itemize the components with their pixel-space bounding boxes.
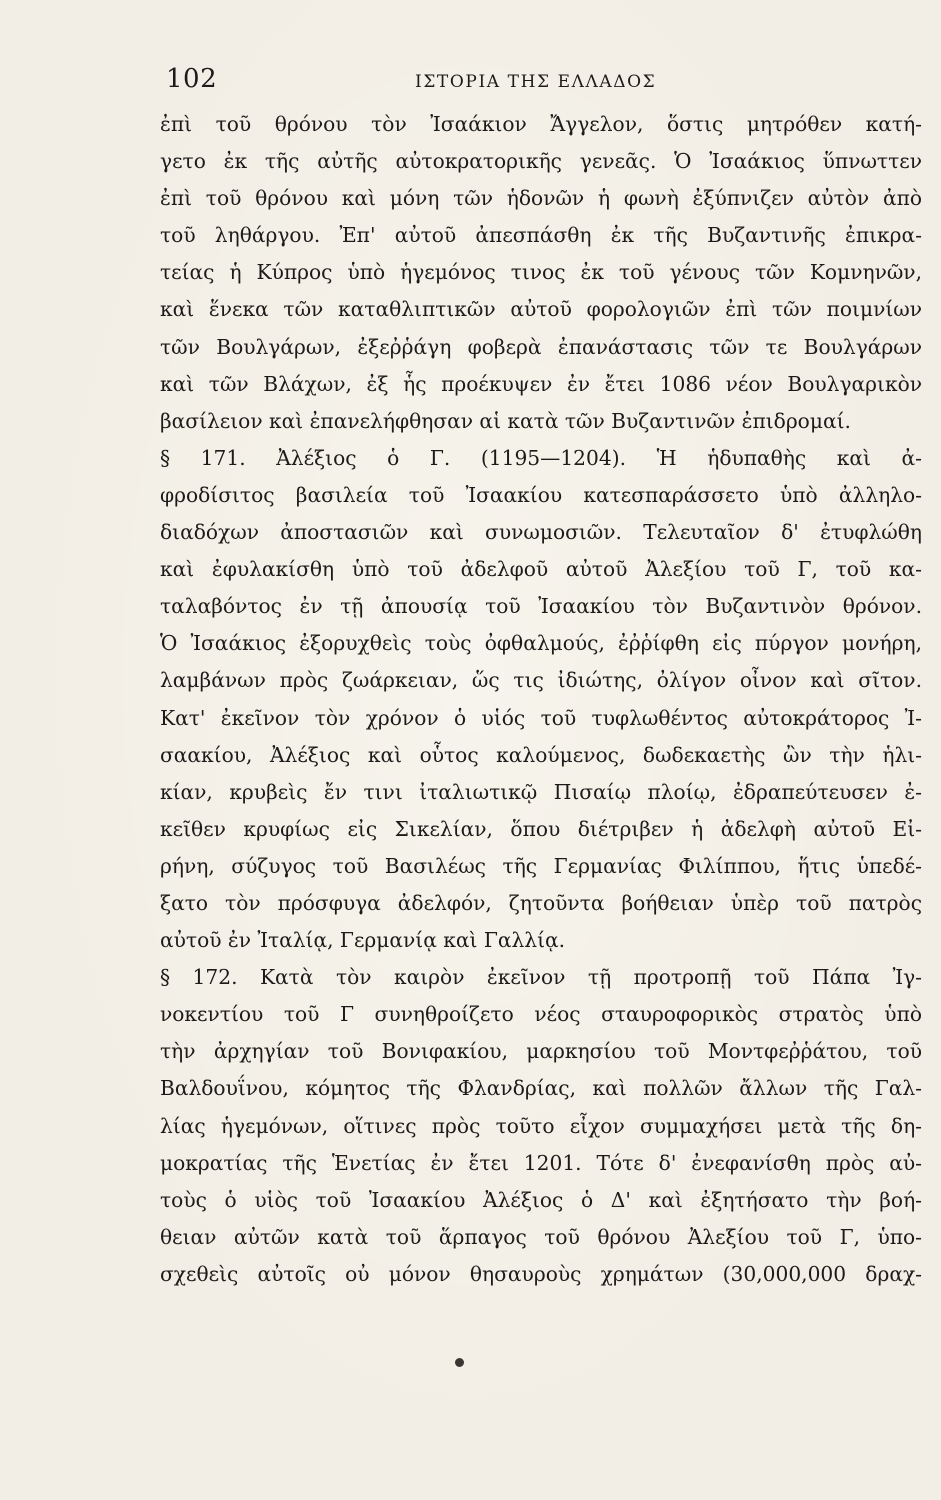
text-line: καὶ τῶν Βλάχων, ἐξ ἧς προέκυψεν ἐν ἔτει 1086 νέον Βουλγαρικὸν	[160, 371, 922, 396]
text-line: ἐπὶ τοῦ θρόνου καὶ μόνη τῶν ἡδονῶν ἡ φωνὴ ἐξύπνιζεν αὐτὸν ἀπὸ	[160, 186, 922, 211]
text-line: σχεθεὶς αὐτοῖς οὐ μόνον θησαυροὺς χρημάτων (30,000,000 δραχ-	[160, 1261, 922, 1286]
text-line: καὶ ἐφυλακίσθη ὑπὸ τοῦ ἀδελφοῦ αὐτοῦ Ἀλεξίου τοῦ Γ, τοῦ κα-	[160, 557, 922, 582]
text-line: τοὺς ὁ υἱὸς τοῦ Ἰσαακίου Ἀλέξιος ὁ Δ' καὶ ἐξητήσατο τὴν βοή-	[160, 1187, 922, 1212]
text-line: κίαν, κρυβεὶς ἔν τινι ἰταλιωτικῷ Πισαίῳ πλοίῳ, ἐδραπεύτευσεν ἐ-	[160, 779, 922, 804]
text-line: διαδόχων ἀποστασιῶν καὶ συνωμοσιῶν. Τελευταῖον δ' ἐτυφλώθη	[160, 520, 922, 545]
text-line: ξατο τὸν πρόσφυγα ἀδελφόν, ζητοῦντα βοήθειαν ὑπὲρ τοῦ πατρὸς	[160, 890, 922, 915]
text-line: Ὁ Ἰσαάκιος ἐξορυχθεὶς τοὺς ὀφθαλμούς, ἐῤῥίφθη εἰς πύργον μονήρη,	[160, 631, 922, 656]
body-text	[160, 106, 922, 1293]
text-line: κεῖθεν κρυφίως εἰς Σικελίαν, ὅπου διέτριβεν ἡ ἀδελφὴ αὐτοῦ Εἰ-	[160, 816, 922, 841]
page-number: 102	[166, 64, 218, 94]
text-line: λίας ἡγεμόνων, οἵτινες πρὸς τοῦτο εἶχον συμμαχήσει μετὰ τῆς δη-	[160, 1113, 922, 1138]
section-heading-line: § 171. Ἀλέξιος ὁ Γ. (1195—1204). Ἡ ἡδυπαθὴς καὶ ἀ-	[160, 445, 922, 470]
footer-dot-ornament	[455, 1358, 464, 1367]
text-line: τὴν ἀρχηγίαν τοῦ Βονιφακίου, μαρκησίου τοῦ Μοντφεῤῥάτου, τοῦ	[160, 1039, 922, 1064]
text-line: γετο ἐκ τῆς αὐτῆς αὐτοκρατορικῆς γενεᾶς. Ὁ Ἰσαάκιος ὕπνωττεν	[160, 149, 922, 174]
text-line: τείας ἡ Κύπρος ὑπὸ ἡγεμόνος τινος ἐκ τοῦ γένους τῶν Κομνηνῶν,	[160, 260, 922, 285]
text-line: τῶν Βουλγάρων, ἐξεῤῥάγη φοβερὰ ἐπανάστασις τῶν τε Βουλγάρων	[160, 334, 922, 359]
section-heading-line: § 172. Κατὰ τὸν καιρὸν ἐκεῖνον τῇ προτροπῇ τοῦ Πάπα Ἰγ-	[160, 965, 922, 990]
text-line: νοκεντίου τοῦ Γ συνηθροίζετο νέος σταυροφορικὸς στρατὸς ὑπὸ	[160, 1002, 922, 1027]
text-line: καὶ ἕνεκα τῶν καταθλιπτικῶν αὐτοῦ φορολογιῶν ἐπὶ τῶν ποιμνίων	[160, 297, 922, 322]
text-line: ταλαβόντος ἐν τῇ ἀπουσίᾳ τοῦ Ἰσαακίου τὸν Βυζαντινὸν θρόνον.	[160, 594, 922, 619]
text-line: θειαν αὐτῶν κατὰ τοῦ ἅρπαγος τοῦ θρόνου Ἀλεξίου τοῦ Γ, ὑπο-	[160, 1224, 922, 1249]
text-line: μοκρατίας τῆς Ἑνετίας ἐν ἔτει 1201. Τότε δ' ἐνεφανίσθη πρὸς αὐ-	[160, 1150, 922, 1175]
text-line: αὐτοῦ ἐν Ἰταλίᾳ, Γερμανίᾳ καὶ Γαλλίᾳ.	[160, 928, 566, 953]
text-line: βασίλειον καὶ ἐπανελήφθησαν αἱ κατὰ τῶν Βυζαντινῶν ἐπιδρομαί.	[160, 408, 851, 433]
text-line: φροδίσιτος βασιλεία τοῦ Ἰσαακίου κατεσπαράσσετο ὑπὸ ἀλληλο-	[160, 482, 922, 507]
text-line: τοῦ ληθάργου. Ἐπ' αὐτοῦ ἀπεσπάσθη ἐκ τῆς Βυζαντινῆς ἐπικρα-	[160, 223, 922, 248]
text-line: λαμβάνων πρὸς ζωάρκειαν, ὥς τις ἰδιώτης, ὀλίγον οἶνον καὶ σῖτον.	[160, 668, 922, 693]
running-head: ΙΣΤΟΡΙΑ ΤΗΣ ΕΛΛΑΔΟΣ	[415, 72, 657, 92]
text-line: σαακίου, Ἀλέξιος καὶ οὗτος καλούμενος, δωδεκαετὴς ὢν τὴν ἡλι-	[160, 742, 922, 767]
text-line: Βαλδουΐνου, κόμητος τῆς Φλανδρίας, καὶ πολλῶν ἄλλων τῆς Γαλ-	[160, 1076, 922, 1101]
page-header	[0, 64, 941, 104]
text-line: Κατ' ἐκεῖνον τὸν χρόνον ὁ υἱός τοῦ τυφλωθέντος αὐτοκράτορος Ἰ-	[160, 705, 922, 730]
text-line: ρήνη, σύζυγος τοῦ Βασιλέως τῆς Γερμανίας Φιλίππου, ἥτις ὑπεδέ-	[160, 853, 922, 878]
text-line: ἐπὶ τοῦ θρόνου τὸν Ἰσαάκιον Ἄγγελον, ὅστις μητρόθεν κατή-	[160, 112, 922, 136]
